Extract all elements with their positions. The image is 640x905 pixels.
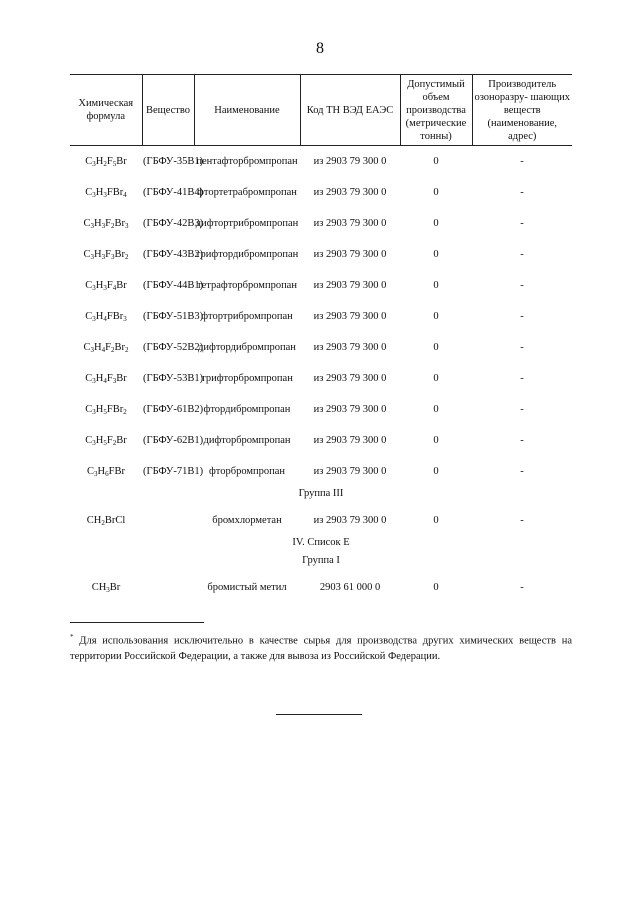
group-heading: Группа I <box>302 554 340 566</box>
cell-substance: (ГБФУ-42B3) <box>143 217 204 229</box>
formula-element: FBr <box>106 186 124 198</box>
header-name: Наименование <box>194 75 300 146</box>
formula-element: Br <box>116 372 127 384</box>
formula-subscript: 2 <box>124 345 129 354</box>
cell-substance: (ГБФУ-53B1) <box>143 372 204 384</box>
cell-volume: 0 <box>433 341 439 353</box>
formula-element: C <box>83 217 91 229</box>
cell-volume: 0 <box>433 186 439 198</box>
formula-subscript: 3 <box>92 407 96 416</box>
footnote-text: Для использования исключительно в качестве сырья для производства других химических веществ на территории Российской Федерации, а также для вывоза из Российской Федерации. <box>70 635 573 662</box>
cell-substance: (ГБФУ-44B1) <box>143 279 204 291</box>
formula-element: FBr <box>108 465 125 477</box>
header-code: Код ТН ВЭД ЕАЭС <box>300 75 400 146</box>
cell-volume: 0 <box>433 248 439 260</box>
group-heading: Группа III <box>298 487 344 499</box>
cell-volume: 0 <box>433 403 439 415</box>
table-row <box>70 394 572 425</box>
formula-element: C <box>85 310 93 322</box>
formula-subscript: 2 <box>110 345 115 354</box>
formula-subscript: 2 <box>112 438 117 447</box>
formula-subscript: 2 <box>110 221 115 230</box>
formula-subscript: 3 <box>90 221 95 230</box>
formula-element: H <box>95 372 104 384</box>
formula-element: H <box>95 310 104 322</box>
formula-subscript: 3 <box>92 160 96 168</box>
table-row <box>70 146 572 177</box>
formula-element: C <box>85 186 93 198</box>
section-row <box>70 487 572 505</box>
formula-subscript: 2 <box>103 160 107 168</box>
formula-element: CH <box>86 514 102 526</box>
cell-producer: - <box>520 217 524 229</box>
cell-formula <box>70 301 142 332</box>
cell-code: из 2903 79 300 0 <box>313 156 387 167</box>
formula-subscript: 3 <box>110 252 115 261</box>
cell-producer: - <box>520 310 524 322</box>
cell-formula <box>70 425 142 456</box>
cell-volume: 0 <box>433 514 439 526</box>
formula-element: F <box>105 341 111 353</box>
formula-subscript: 5 <box>103 407 107 416</box>
cell-name: тетрафторбромпропан <box>197 279 297 291</box>
cell-producer: - <box>520 434 524 446</box>
table-row <box>70 270 572 301</box>
cell-name: фтортетрабромпропан <box>197 186 297 198</box>
formula-subscript: 3 <box>124 221 129 230</box>
footnote-marker: * <box>70 633 74 641</box>
cell-code: из 2903 79 300 0 <box>313 465 387 477</box>
formula-subscript: 3 <box>92 438 96 447</box>
table-row <box>70 572 572 603</box>
cell-code: из 2903 79 300 0 <box>313 310 387 322</box>
cell-name: трифтордибромпропан <box>195 248 299 260</box>
cell-code: из 2903 79 300 0 <box>313 403 387 415</box>
footnote-divider <box>70 622 204 623</box>
formula-element: C <box>85 372 93 384</box>
table-header-row <box>70 75 572 146</box>
cell-name: дифтордибромпропан <box>198 341 296 353</box>
formula-subscript: 3 <box>106 585 110 594</box>
formula-subscript: 3 <box>101 252 106 261</box>
cell-name: фтордибромпропан <box>203 403 291 415</box>
table-row <box>70 239 572 270</box>
cell-substance: (ГБФУ-43B2) <box>143 248 204 260</box>
formula-subscript: 3 <box>103 283 107 292</box>
cell-formula <box>70 332 142 363</box>
table-row <box>70 425 572 456</box>
formula-element: CH <box>91 581 107 593</box>
table-row <box>70 208 572 239</box>
formula-subscript: 5 <box>112 160 117 168</box>
cell-name: дифтортрибромпропан <box>195 217 299 229</box>
section-row <box>70 554 572 572</box>
header-substance: Вещество <box>142 75 194 146</box>
formula-element: H <box>94 248 102 260</box>
cell-formula <box>70 239 142 270</box>
formula-element: F <box>105 217 111 229</box>
cell-code: из 2903 79 300 0 <box>313 279 387 291</box>
cell-formula <box>70 394 142 425</box>
cell-substance <box>142 572 194 603</box>
cell-name: дифторбромпропан <box>203 434 291 446</box>
cell-volume: 0 <box>433 372 439 384</box>
cell-producer: - <box>520 156 524 167</box>
table-row <box>70 505 572 536</box>
formula-element: Br <box>109 581 121 593</box>
formula-element: F <box>105 248 111 260</box>
formula-element: H <box>94 341 102 353</box>
formula-element: C <box>83 341 91 353</box>
formula-element: C <box>85 156 93 167</box>
formula-subscript: 4 <box>101 345 106 354</box>
table-row <box>70 301 572 332</box>
cell-producer: - <box>520 465 524 477</box>
cell-producer: - <box>520 581 524 593</box>
formula-element: C <box>83 248 91 260</box>
formula-subscript: 3 <box>92 314 96 323</box>
formula-element: F <box>106 372 113 384</box>
cell-producer: - <box>520 341 524 353</box>
cell-substance: (ГБФУ-61B2) <box>143 403 204 415</box>
cell-name: бромистый метил <box>207 581 287 593</box>
table-row <box>70 456 572 487</box>
formula-element: F <box>106 434 113 446</box>
formula-element: H <box>95 279 104 291</box>
formula-element: BrCl <box>104 514 126 526</box>
formula-subscript: 3 <box>90 345 95 354</box>
formula-element: H <box>95 434 104 446</box>
cell-substance: (ГБФУ-41B4) <box>143 186 204 198</box>
formula-subscript: 4 <box>123 190 127 199</box>
formula-element: F <box>106 279 113 291</box>
cell-substance: (ГБФУ-71B1) <box>143 465 204 477</box>
cell-code: из 2903 79 300 0 <box>313 186 387 198</box>
formula-element: H <box>95 403 104 415</box>
cell-name: бромхлорметан <box>212 514 282 526</box>
cell-substance: (ГБФУ-62B1) <box>143 434 204 446</box>
cell-substance: (ГБФУ-52B2) <box>143 341 204 353</box>
formula-subscript: 3 <box>92 190 96 199</box>
formula-element: Br <box>114 217 125 229</box>
header-formula: Химическая формула <box>70 75 142 146</box>
cell-code: 2903 61 000 0 <box>319 581 381 593</box>
cell-producer: - <box>520 279 524 291</box>
cell-name: пентафторбромпропан <box>196 156 298 167</box>
formula-subscript: 3 <box>94 469 98 478</box>
formula-subscript: 5 <box>103 438 107 447</box>
header-producer: Производитель озоноразру- шающих веществ (наименование, адрес) <box>472 75 572 146</box>
formula-element: C <box>85 279 93 291</box>
cell-producer: - <box>520 403 524 415</box>
formula-subscript: 3 <box>103 190 107 199</box>
formula-element: H <box>97 465 106 477</box>
formula-element: FBr <box>106 310 124 322</box>
formula-element: H <box>94 217 102 229</box>
cell-name: трифторбромпропан <box>201 372 293 384</box>
formula-element: Br <box>116 434 127 446</box>
list-heading: IV. Список Е <box>292 536 350 548</box>
cell-code: из 2903 79 300 0 <box>313 217 387 229</box>
cell-code: из 2903 79 300 0 <box>313 341 387 353</box>
cell-substance <box>142 505 194 536</box>
cell-volume: 0 <box>433 310 439 322</box>
cell-formula <box>70 208 142 239</box>
formula-subscript: 3 <box>92 376 96 385</box>
cell-substance: (ГБФУ-35B1) <box>143 156 204 167</box>
table-row <box>70 332 572 363</box>
footnote <box>70 630 572 664</box>
cell-producer: - <box>520 514 524 526</box>
section-row <box>70 536 572 554</box>
end-divider <box>276 714 362 715</box>
table-row <box>70 177 572 208</box>
formula-subscript: 6 <box>105 469 109 478</box>
formula-element: C <box>85 403 93 415</box>
formula-subscript: 4 <box>103 314 107 323</box>
formula-element: C <box>87 465 95 477</box>
cell-volume: 0 <box>433 434 439 446</box>
cell-volume: 0 <box>433 279 439 291</box>
formula-subscript: 3 <box>123 314 127 323</box>
header-volume: Допустимый объем производства (метрические тонны) <box>400 75 472 146</box>
cell-formula <box>70 146 142 177</box>
cell-formula <box>70 270 142 301</box>
formula-subscript: 4 <box>103 376 107 385</box>
formula-subscript: 3 <box>112 376 117 385</box>
formula-element: F <box>106 156 113 167</box>
cell-name: фтортрибромпропан <box>201 310 293 322</box>
formula-subscript: 4 <box>112 283 117 292</box>
cell-code: из 2903 79 300 0 <box>313 372 387 384</box>
cell-formula <box>70 363 142 394</box>
cell-code: из 2903 79 300 0 <box>313 434 387 446</box>
cell-formula <box>70 572 142 603</box>
cell-producer: - <box>520 248 524 260</box>
substances-table <box>70 74 572 603</box>
cell-volume: 0 <box>433 581 439 593</box>
page-number: 8 <box>316 40 324 57</box>
formula-element: FBr <box>106 403 124 415</box>
cell-volume: 0 <box>433 156 439 167</box>
formula-element: Br <box>114 248 125 260</box>
cell-volume: 0 <box>433 217 439 229</box>
cell-producer: - <box>520 186 524 198</box>
table-row <box>70 363 572 394</box>
cell-formula <box>70 177 142 208</box>
formula-element: C <box>85 434 93 446</box>
formula-subscript: 2 <box>123 407 127 416</box>
cell-substance: (ГБФУ-51B3) <box>143 310 204 322</box>
formula-subscript: 3 <box>90 252 95 261</box>
formula-element: H <box>95 156 104 167</box>
cell-name: фторбромпропан <box>208 465 286 477</box>
formula-element: Br <box>116 156 127 167</box>
formula-element: Br <box>114 341 125 353</box>
formula-subscript: 3 <box>92 283 96 292</box>
formula-subscript: 2 <box>124 252 129 261</box>
cell-formula <box>70 505 142 536</box>
formula-subscript: 2 <box>101 518 105 527</box>
formula-element: Br <box>116 279 127 291</box>
formula-subscript: 3 <box>101 221 106 230</box>
cell-code: из 2903 79 300 0 <box>313 514 387 526</box>
formula-element: H <box>95 186 104 198</box>
cell-volume: 0 <box>433 465 439 477</box>
cell-code: из 2903 79 300 0 <box>313 248 387 260</box>
cell-producer: - <box>520 372 524 384</box>
cell-formula <box>70 456 142 487</box>
